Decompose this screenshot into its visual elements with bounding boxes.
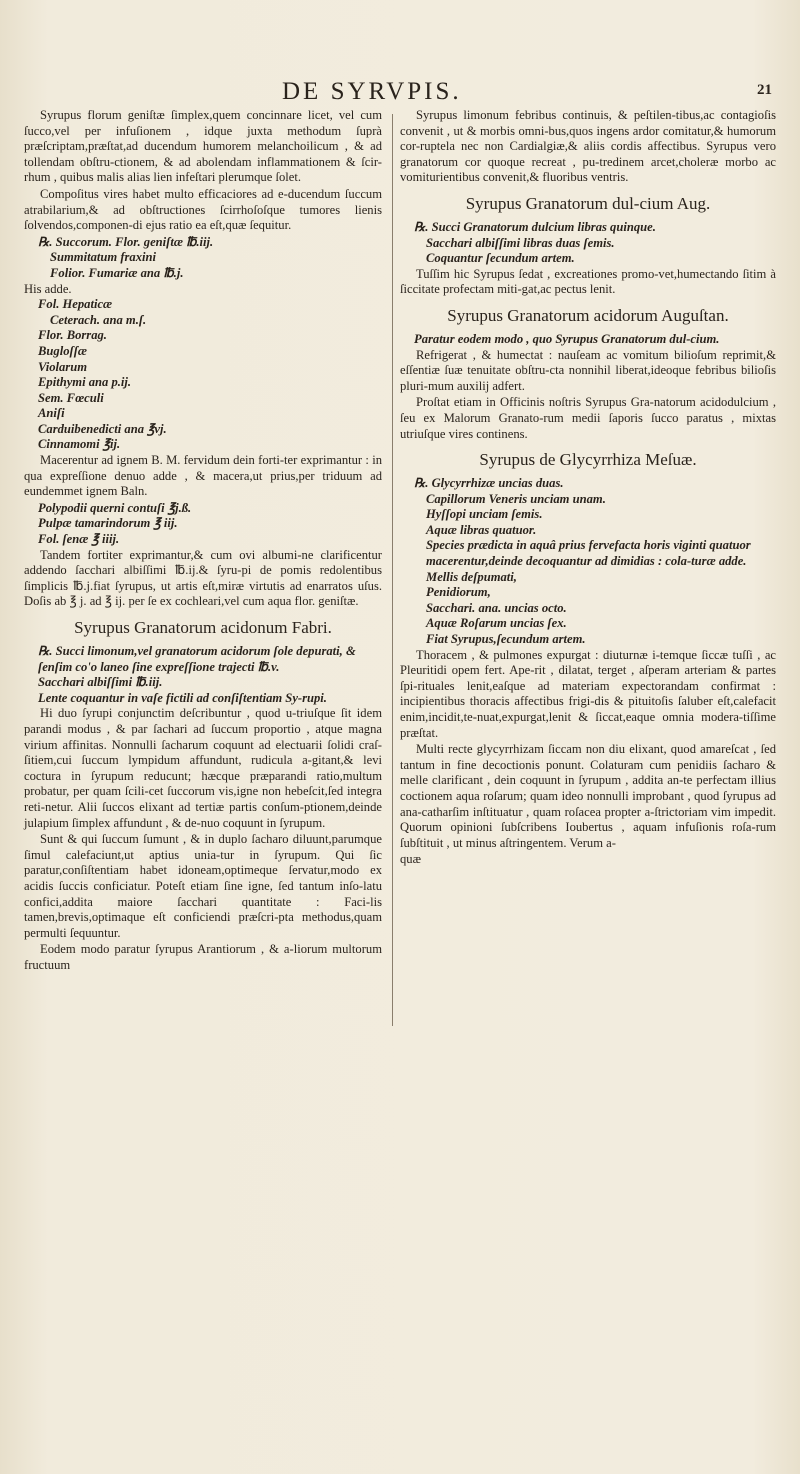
- recipe-line: Sacchari. ana. uncias octo.: [426, 600, 567, 615]
- recipe-line: Violarum: [38, 359, 87, 374]
- paragraph: Syrupus florum geniſtæ ſimplex,quem concinnare licet, vel cum ſucco,vel per infuſionem , idque juxta methodum ſuprà præſcriptam,præſtat,ad ducendum humorem melanchoilicum , & ad tollendam obſtru-ctionem, & ad abolendam inflammationem & ſcir-rhum , quibus malis alias lien infeſtari plerumque ſolet.: [24, 108, 382, 185]
- paragraph: Tandem fortiter exprimantur,& cum ovi albumi-ne clarificentur addendo ſacchari albiſſimi ℔.ij.& ſyru-pi de pomis redolentibus ſimplicis ℔.j.fiat ſyrupus, ut artis eſt,miræ virtutis ad enarratos uſus. Doſis ab ℥ j. ad ℥ ij. per ſe ex cochleari,vel cum aqua flor. geniſtæ.: [24, 547, 382, 609]
- page-number: 21: [757, 82, 772, 98]
- section-heading: Syrupus Granatorum acidonum Fabri.: [74, 618, 332, 637]
- recipe-line: Summitatum fraxini: [50, 250, 157, 265]
- column-divider: [392, 114, 393, 1026]
- recipe-line: Fol. ſenæ ℥ iiij.: [38, 532, 120, 547]
- recipe-line: Coquantur ſecundum artem.: [426, 251, 575, 266]
- text-line: His adde.: [24, 281, 72, 296]
- paragraph: Proſtat etiam in Officinis noſtris Syrupus Gra-natorum acidodulcium , ſeu ex Malorum Granato-rum medii ſaporis ſucco paratus , mixtas utriuſque vires continens.: [400, 395, 776, 441]
- paragraph: Sunt & qui ſuccum ſumunt , & in duplo ſacharo diluunt,parumque ſimul calefaciunt,ut aptius unia-tur in ſyrupum. Qui ſic paratur,conſiſtentiam habet idoneam,optimeque ſervatur,modo ex acidis ſuccis conficiatur. Poteſt etiam ſine igne, ſed tantum inſo-latu confici,addita maiore ſacchari quantitate : Faci-lis tamen,brevis,optimaque eſt conficiendi præſcri-pta methodus,quam permulti ſequuntur.: [24, 832, 382, 940]
- section-heading: Syrupus Granatorum acidorum Auguſtan.: [447, 305, 729, 325]
- recipe-line: Cinnamomi ℥ij.: [38, 437, 121, 452]
- recipe-line: Sacchari albiſſimi ℔.iij.: [38, 675, 163, 690]
- paragraph: Multi recte glycyrrhizam ſiccam non diu elixant, quod amareſcat , ſed tantum in fine decoctionis ponunt. Colaturam cum penidiis ſacharo & melle clarificant , dein coquunt in ſyrupum , addita an-te perfectam illius coctionem aqua roſarum; quam ideo nonnulli improbant , quod ſyrupus ad ana-catharſim inſtituatur , quam roſacea propter a-ſtrictoriam vim impedit. Quorum opinioni ſubſcribens Ioubertus , aquam infuſionis roſa-rum ſubſtituit , ut minus aſtringentem. Verum a-: [400, 742, 776, 850]
- recipe-line: Sacchari albiſſimi libras duas ſemis.: [426, 235, 615, 250]
- paragraph: Thoracem , & pulmones expurgat : diuturnæ i-temque ſiccæ tuſſi , ac Pleuritidi opem fert. Ape-rit , dilatat, terget , aſperam arteriam & partes ſpi-rituales lenit,eaſque ad materiam expectorandam confirmat : incipientibus thoracis affectibus frigi-dis & pituitoſis ſaluber eſt,calefacit enim,incidit,te-nuat,expurgat,lenit & ſiccat,eaque omnia modera-tiſſime præſtat.: [400, 647, 776, 740]
- recipe-line: Bugloſſæ: [38, 343, 87, 358]
- recipe-line: Penidiorum,: [426, 585, 491, 600]
- recipe-line: Aquæ Roſarum uncias ſex.: [426, 616, 567, 631]
- recipe-line: ℞. Succorum. Flor. geniſtæ ℔.iij.: [38, 234, 214, 249]
- recipe-line: Carduibenedicti ana ℥vj.: [38, 421, 167, 436]
- recipe-line: ℞. Glycyrrhizæ uncias duas.: [414, 476, 564, 491]
- recipe-line: ℞. Succi limonum,vel granatorum acidorum ſole depurati, & ſenſim co'o laneo ſine expreſſione trajecti ℔.v.: [38, 644, 356, 674]
- section-heading: Syrupus de Glycyrrhiza Meſuæ.: [479, 450, 697, 470]
- section-heading: Syrupus Granatorum dul-cium Aug.: [465, 193, 711, 213]
- recipe-line: Lente coquantur in vaſe fictili ad conſiſtentiam Sy-rupi.: [38, 690, 327, 705]
- text-line: quæ: [400, 852, 421, 867]
- recipe-line: Pulpæ tamarindorum ℥ iij.: [38, 516, 178, 531]
- right-column: [400, 108, 776, 868]
- recipe-line: Species prædicta in aquâ prius fervefacta horis viginti quatuor macerentur,deinde decoquantur ad dimidias : cola-turæ adde.: [426, 538, 751, 569]
- recipe-line: ℞. Succi Granatorum dulcium libras quinque.: [414, 219, 656, 234]
- left-column: [24, 108, 382, 974]
- recipe-line: Flor. Borrag.: [38, 328, 107, 343]
- recipe-line: Hyſſopi unciam ſemis.: [426, 507, 543, 522]
- paragraph: Syrupus limonum febribus continuis, & peſtilen-tibus,ac contagioſis convenit , ut & morbis omni-bus,quos ingens ardor comitatur,& humorum cor-ruptela nec non Cardialgiæ,& aliis cordis affectibus. Syrupus vero granatorum cor quoque recreat , pu-tredinem arcet,choleræ morbo ac vomiturientibus convenit,& fluoribus ventris.: [400, 108, 776, 185]
- recipe-line: Polypodii querni contuſi ℥j.ß.: [38, 500, 192, 515]
- running-head: [0, 78, 800, 108]
- recipe-line: Capillorum Veneris unciam unam.: [426, 491, 606, 506]
- paragraph: Hi duo ſyrupi conjunctim deſcribuntur , quod u-triuſque ſit idem parandi modus , & par ſachari ad ſuccum proportio , atque magna virium affinitas. Nonnulli ſacharum coquunt ad electuarii ſolidi craſ-ſitiem,cui ſuccum lympidum affundunt, rudicula a-gitant,& levi coctura in ſyrupum reducunt; hæcque præparandi ratio,multum probatur, per quam ſcili-cet ſuccorum vis,igne non hebeſcit,ſed integra reti-netur. Alii ſuccos elixant ad tertiæ partis conſum-ptionem,deinde julapium ſimplex affundunt , & de-nuo coquunt in ſyrupum.: [24, 706, 382, 830]
- recipe-line: Aquæ libras quatuor.: [426, 522, 537, 537]
- paragraph: Refrigerat , & humectat : nauſeam ac vomitum bilioſum reprimit,& eſſentiæ ſuæ tenuitate obſtru-cta nonnihil liberat,ideoque febribus bilioſis pluri-mum auxilij adfert.: [400, 347, 776, 393]
- recipe-line: Folior. Fumariæ ana ℔.j.: [50, 265, 184, 280]
- recipe-line: Paratur eodem modo , quo Syrupus Granatorum dul-cium.: [414, 331, 720, 346]
- recipe-line: Mellis deſpumati,: [426, 569, 517, 584]
- running-title: DE SYRVPIS.: [282, 78, 462, 105]
- paragraph: Tuſſim hic Syrupus ſedat , excreationes promo-vet,humectando ſitim à ſiccitate profectam miti-gat,ac pectus lenit.: [400, 266, 776, 297]
- recipe-line: Fol. Hepaticæ: [38, 297, 113, 312]
- recipe-line: Epithymi ana p.ij.: [38, 375, 132, 390]
- recipe-line: Fiat Syrupus,ſecundum artem.: [426, 632, 586, 647]
- recipe-line: Aniſi: [38, 406, 65, 421]
- paragraph: Compoſitus vires habet multo efficaciores ad e-ducendum ſuccum atrabilarium,& ad obſtructiones ſcirrhoſoſque tumores lienis ſolvendos,componen-di ejus ratio ea eſt,quæ ſequitur.: [24, 186, 382, 233]
- paragraph: Eodem modo paratur ſyrupus Arantiorum , & a-liorum multorum fructuum: [24, 942, 382, 972]
- recipe-line: Ceterach. ana m.ſ.: [50, 312, 147, 327]
- recipe-line: Sem. Fœculi: [38, 390, 104, 405]
- paragraph: Macerentur ad ignem B. M. fervidum dein forti-ter exprimantur : in qua expreſſione denuo adde , & macera,ut prius,per triduum ad eundemmet ignem Baln.: [24, 453, 382, 499]
